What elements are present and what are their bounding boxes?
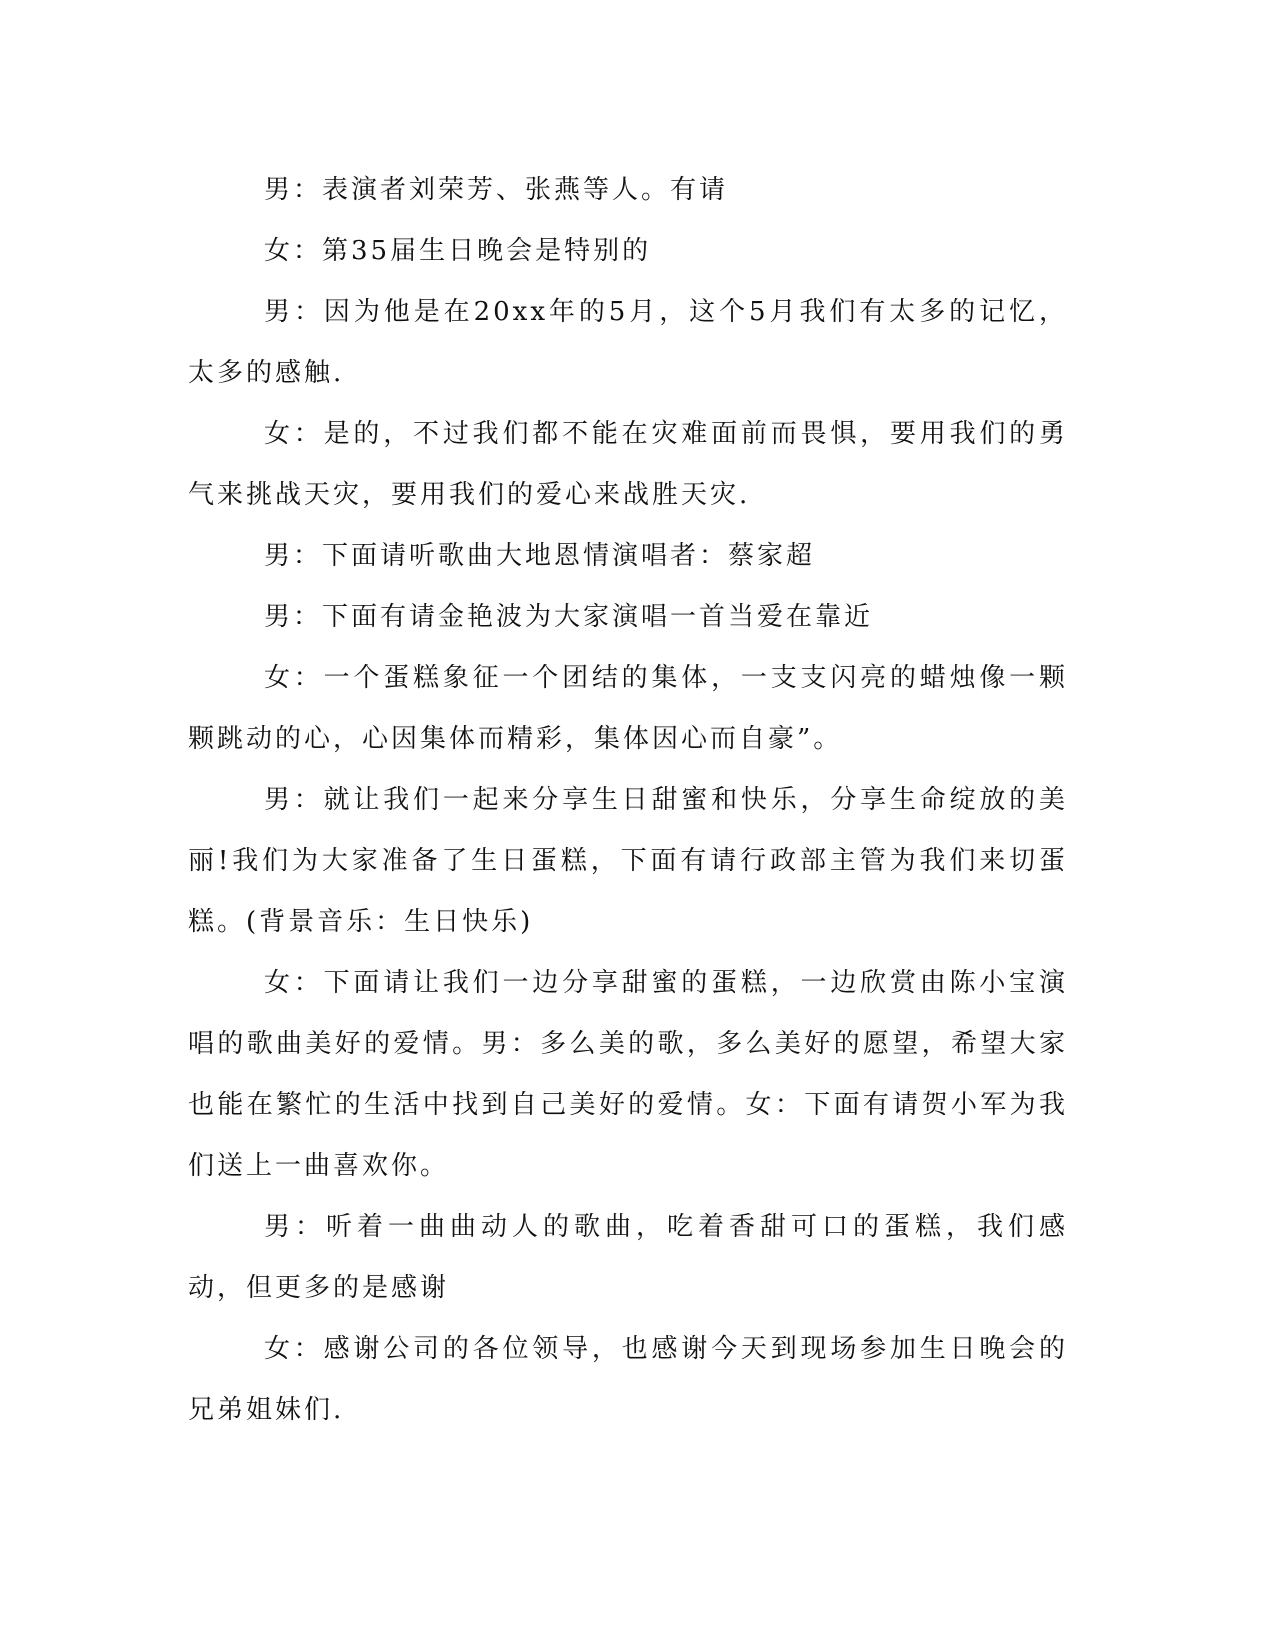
paragraph: 男：下面有请金艳波为大家演唱一首当爱在靠近 bbox=[264, 602, 874, 632]
paragraph: 男：因为他是在20xx年的5月，这个5月我们有太多的记忆，太多的感触. bbox=[188, 297, 1068, 388]
paragraph: 女：一个蛋糕象征一个团结的集体，一支支闪亮的蜡烛像一颗颗跳动的心，心因集体而精彩，集体因心而自豪”。 bbox=[188, 663, 1068, 754]
document-body bbox=[188, 160, 1068, 1441]
paragraph: 男：就让我们一起来分享生日甜蜜和快乐，分享生命绽放的美丽!我们为大家准备了生日蛋糕，下面有请行政部主管为我们来切蛋糕。(背景音乐：生日快乐) bbox=[188, 785, 1068, 937]
paragraph: 男：下面请听歌曲大地恩情演唱者：蔡家超 bbox=[264, 541, 816, 571]
paragraph: 女：下面请让我们一边分享甜蜜的蛋糕，一边欣赏由陈小宝演唱的歌曲美好的爱情。男：多么美的歌，多么美好的愿望，希望大家也能在繁忙的生活中找到自己美好的爱情。女：下面有请贺小军为我们送上一曲喜欢你。 bbox=[188, 968, 1068, 1181]
paragraph: 女：是的，不过我们都不能在灾难面前而畏惧，要用我们的勇气来挑战天灾，要用我们的爱心来战胜天灾. bbox=[188, 419, 1068, 510]
paragraph: 女：第35届生日晚会是特别的 bbox=[264, 236, 652, 266]
paragraph: 男：表演者刘荣芳、张燕等人。有请 bbox=[264, 175, 729, 205]
paragraph: 女：感谢公司的各位领导，也感谢今天到现场参加生日晚会的兄弟姐妹们. bbox=[188, 1334, 1068, 1425]
paragraph: 男：听着一曲曲动人的歌曲，吃着香甜可口的蛋糕，我们感动，但更多的是感谢 bbox=[188, 1212, 1068, 1303]
